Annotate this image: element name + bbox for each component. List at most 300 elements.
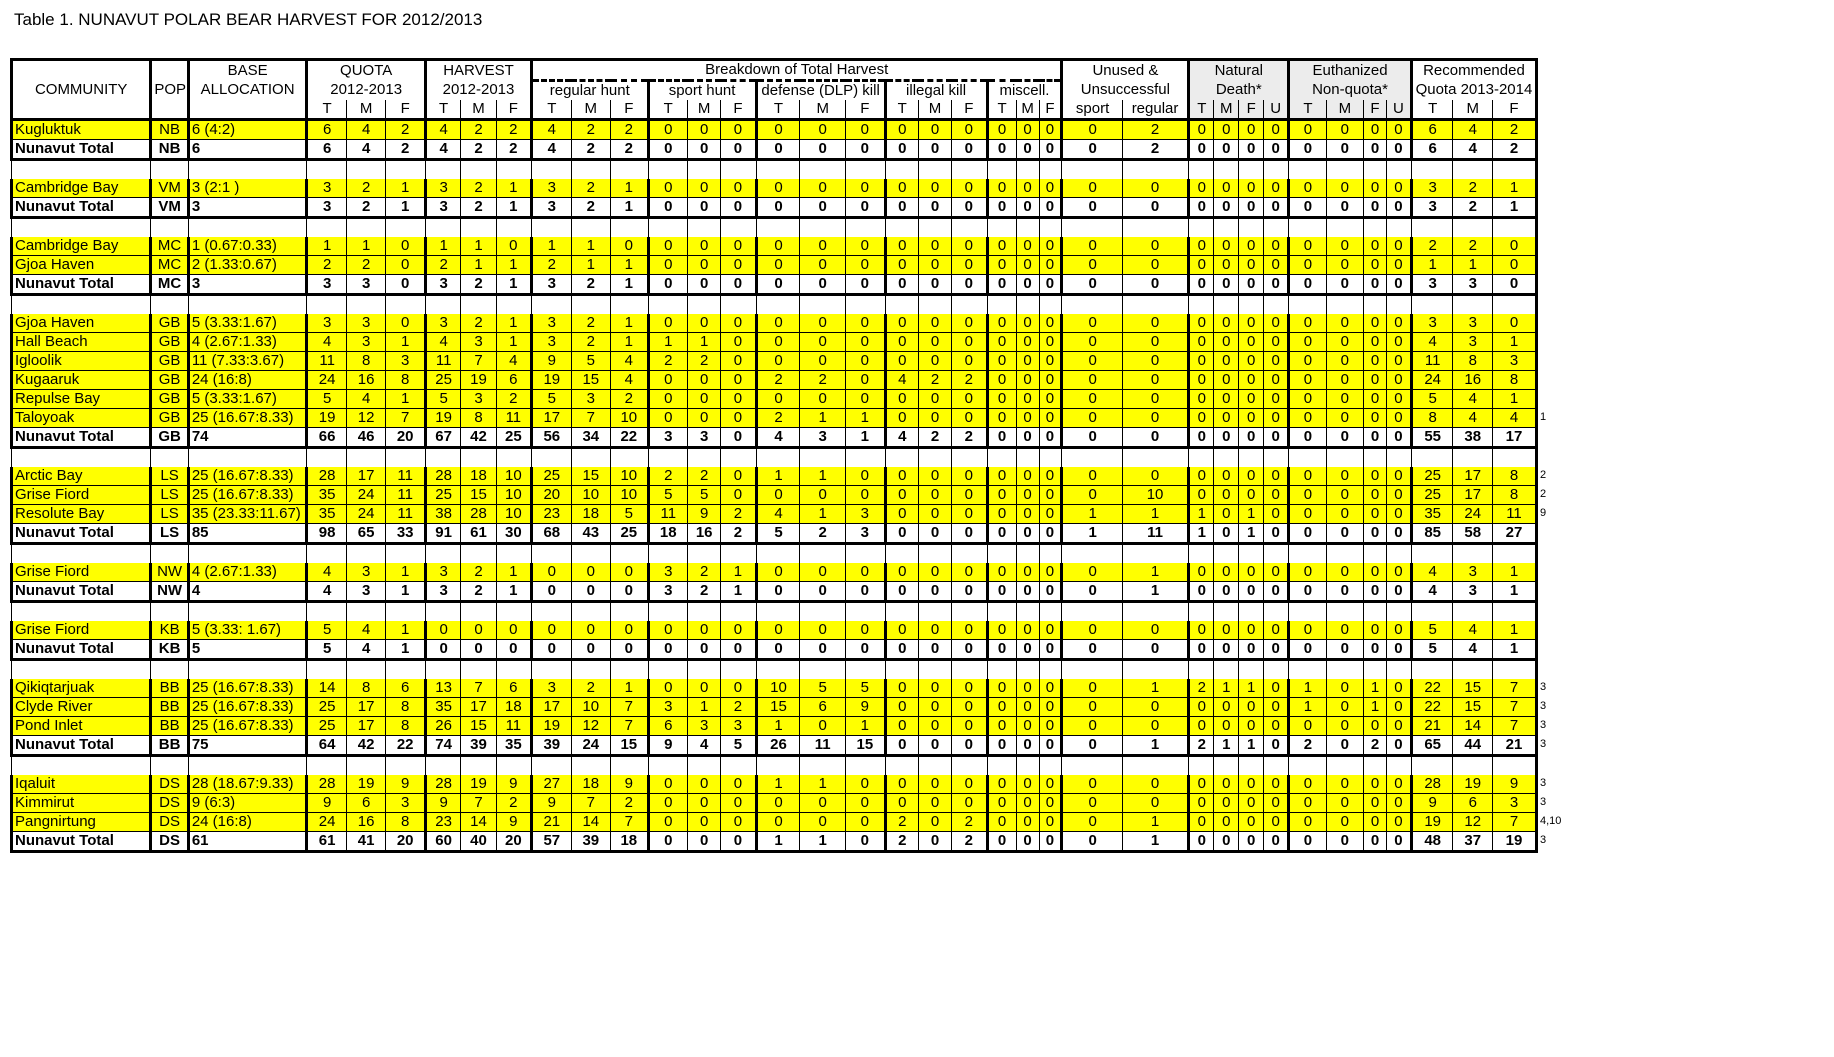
value-cell: 0	[1039, 736, 1062, 756]
value-cell: 1	[496, 563, 531, 582]
base-allocation-cell: 61	[188, 832, 307, 852]
value-cell: 0	[1326, 409, 1363, 428]
value-cell: 0	[1039, 621, 1062, 640]
value-cell: 2	[721, 524, 756, 544]
value-cell: 0	[1039, 813, 1062, 832]
value-cell: 1	[496, 582, 531, 602]
value-cell: 1	[1364, 679, 1387, 698]
value-cell: 9	[532, 794, 572, 813]
value-cell: 4	[1453, 120, 1493, 140]
value-cell: 19	[1453, 775, 1493, 794]
value-cell: 4	[346, 621, 386, 640]
value-cell: 3	[461, 390, 496, 409]
value-cell: 8	[1453, 352, 1493, 371]
value-cell: 1	[386, 621, 426, 640]
table-row	[12, 486, 1537, 505]
value-cell: 0	[987, 832, 1016, 852]
value-cell: 0	[952, 794, 987, 813]
value-cell: 21	[1411, 717, 1453, 736]
value-cell: 19	[425, 409, 460, 428]
value-cell: 6	[1411, 140, 1453, 160]
community-cell: Pangnirtung	[12, 813, 151, 832]
value-cell: 0	[1016, 524, 1039, 544]
harvest-table	[10, 58, 1538, 853]
footnote-marker: 3	[1540, 718, 1547, 731]
value-cell: 0	[846, 275, 886, 295]
value-cell: 0	[1122, 333, 1189, 352]
value-cell: 0	[1189, 621, 1214, 640]
header-community: COMMUNITY	[12, 81, 151, 101]
value-cell: 2	[611, 390, 648, 409]
value-cell: 0	[800, 582, 846, 602]
value-cell: 0	[918, 256, 951, 275]
value-cell: 0	[987, 371, 1016, 390]
community-cell: Grise Fiord	[12, 486, 151, 505]
footnote-marker: 2	[1540, 469, 1547, 481]
value-cell: 0	[1386, 256, 1411, 275]
value-cell: 0	[1289, 582, 1326, 602]
pop-cell: GB	[151, 333, 188, 352]
value-cell: 7	[1493, 813, 1537, 832]
value-cell: 46	[346, 428, 386, 448]
value-cell: 6	[800, 698, 846, 717]
value-cell: 0	[800, 275, 846, 295]
value-cell: 0	[987, 640, 1016, 660]
base-allocation-cell: 1 (0.67:0.33)	[188, 237, 307, 256]
base-allocation-cell: 24 (16:8)	[188, 371, 307, 390]
header-regular-hunt: regular hunt	[532, 81, 648, 101]
value-cell: 0	[1062, 621, 1122, 640]
value-cell: 0	[721, 179, 756, 198]
value-cell: 0	[987, 679, 1016, 698]
value-cell: 0	[1239, 621, 1264, 640]
value-cell: 0	[918, 524, 951, 544]
value-cell: 0	[987, 563, 1016, 582]
value-cell: 55	[1411, 428, 1453, 448]
value-cell: 0	[688, 409, 721, 428]
value-cell: 66	[307, 428, 347, 448]
value-cell: 10	[571, 486, 611, 505]
value-cell: 20	[386, 832, 426, 852]
value-cell: 14	[461, 813, 496, 832]
value-cell: 0	[1062, 256, 1122, 275]
value-cell: 0	[846, 179, 886, 198]
value-cell: 0	[611, 563, 648, 582]
value-cell: 0	[1214, 794, 1239, 813]
value-cell: 11	[800, 736, 846, 756]
value-cell: 17	[532, 409, 572, 428]
value-cell: 0	[1214, 832, 1239, 852]
sub-header-unused-regular: regular	[1122, 100, 1189, 120]
value-cell: 4	[1411, 333, 1453, 352]
value-cell: 0	[648, 179, 688, 198]
value-cell: 3	[571, 390, 611, 409]
value-cell: 56	[532, 428, 572, 448]
total-row	[12, 640, 1537, 660]
value-cell: 2	[496, 390, 531, 409]
value-cell: 4	[1411, 563, 1453, 582]
value-cell: 0	[1016, 140, 1039, 160]
value-cell: 1	[386, 390, 426, 409]
value-cell: 0	[1039, 352, 1062, 371]
value-cell: 12	[571, 717, 611, 736]
value-cell: 0	[1289, 275, 1326, 295]
value-cell: 0	[800, 486, 846, 505]
sub-header-illegal-t: T	[885, 100, 918, 120]
value-cell: 0	[885, 679, 918, 698]
value-cell: 0	[800, 352, 846, 371]
value-cell: 24	[307, 371, 347, 390]
value-cell: 0	[648, 679, 688, 698]
value-cell: 0	[1264, 621, 1289, 640]
pop-cell: NB	[151, 120, 188, 140]
value-cell: 0	[800, 621, 846, 640]
value-cell: 0	[611, 582, 648, 602]
value-cell: 0	[688, 621, 721, 640]
sub-header-natural-m: M	[1214, 100, 1239, 120]
value-cell: 0	[532, 621, 572, 640]
value-cell: 0	[1122, 409, 1189, 428]
value-cell: 3	[346, 314, 386, 333]
value-cell: 25	[611, 524, 648, 544]
value-cell: 26	[756, 736, 800, 756]
value-cell: 1	[425, 237, 460, 256]
value-cell: 0	[1386, 679, 1411, 698]
value-cell: 24	[307, 813, 347, 832]
value-cell: 0	[688, 237, 721, 256]
value-cell: 0	[1386, 140, 1411, 160]
value-cell: 1	[1239, 736, 1264, 756]
value-cell: 0	[1239, 390, 1264, 409]
base-allocation-cell: 4	[188, 582, 307, 602]
value-cell: 0	[987, 179, 1016, 198]
sub-header-defense-t: T	[756, 100, 800, 120]
value-cell: 0	[1386, 275, 1411, 295]
value-cell: 9	[611, 775, 648, 794]
value-cell: 4	[756, 505, 800, 524]
value-cell: 0	[885, 717, 918, 736]
value-cell: 0	[846, 237, 886, 256]
header-euth-bottom: Non-quota*	[1289, 81, 1412, 101]
value-cell: 39	[571, 832, 611, 852]
value-cell: 0	[1326, 333, 1363, 352]
value-cell: 0	[571, 621, 611, 640]
value-cell: 3	[532, 314, 572, 333]
value-cell: 42	[346, 736, 386, 756]
value-cell: 0	[1289, 486, 1326, 505]
value-cell: 0	[952, 120, 987, 140]
value-cell: 0	[1289, 390, 1326, 409]
value-cell: 0	[1189, 409, 1214, 428]
value-cell: 0	[800, 179, 846, 198]
value-cell: 0	[721, 640, 756, 660]
value-cell: 1	[461, 237, 496, 256]
value-cell: 20	[532, 486, 572, 505]
value-cell: 0	[1016, 352, 1039, 371]
value-cell: 1	[846, 409, 886, 428]
value-cell: 1	[1493, 333, 1537, 352]
value-cell: 10	[571, 698, 611, 717]
value-cell: 0	[648, 640, 688, 660]
value-cell: 0	[1016, 179, 1039, 198]
sub-header-illegal-f: F	[952, 100, 987, 120]
value-cell: 1	[1289, 679, 1326, 698]
value-cell: 0	[721, 486, 756, 505]
value-cell: 0	[846, 467, 886, 486]
sub-header-sport-t: T	[648, 100, 688, 120]
value-cell: 3	[346, 563, 386, 582]
value-cell: 0	[1386, 198, 1411, 218]
value-cell: 58	[1453, 524, 1493, 544]
value-cell: 0	[918, 832, 951, 852]
value-cell: 1	[571, 237, 611, 256]
value-cell: 5	[800, 679, 846, 698]
value-cell: 19	[532, 717, 572, 736]
value-cell: 0	[1016, 698, 1039, 717]
pop-cell: KB	[151, 621, 188, 640]
value-cell: 0	[1326, 371, 1363, 390]
base-allocation-cell: 3 (2:1 )	[188, 179, 307, 198]
value-cell: 2	[688, 352, 721, 371]
value-cell: 1	[1062, 524, 1122, 544]
value-cell: 5	[307, 640, 347, 660]
value-cell: 0	[1289, 237, 1326, 256]
value-cell: 0	[987, 275, 1016, 295]
value-cell: 1	[386, 563, 426, 582]
value-cell: 0	[1039, 775, 1062, 794]
total-row	[12, 140, 1537, 160]
value-cell: 0	[1122, 237, 1189, 256]
value-cell: 0	[756, 237, 800, 256]
value-cell: 18	[496, 698, 531, 717]
value-cell: 4	[307, 563, 347, 582]
value-cell: 0	[721, 428, 756, 448]
value-cell: 25	[1411, 486, 1453, 505]
value-cell: 0	[1493, 237, 1537, 256]
value-cell: 0	[1214, 333, 1239, 352]
value-cell: 0	[1239, 333, 1264, 352]
value-cell: 1	[532, 237, 572, 256]
value-cell: 0	[1493, 275, 1537, 295]
pop-cell: DS	[151, 813, 188, 832]
base-allocation-cell: 75	[188, 736, 307, 756]
value-cell: 0	[952, 775, 987, 794]
table-row	[12, 467, 1537, 486]
header-quota-bottom: 2012-2013	[307, 81, 426, 101]
value-cell: 0	[1386, 582, 1411, 602]
value-cell: 5	[1411, 621, 1453, 640]
value-cell: 5	[307, 390, 347, 409]
value-cell: 0	[1264, 140, 1289, 160]
value-cell: 41	[346, 832, 386, 852]
value-cell: 15	[611, 736, 648, 756]
value-cell: 0	[1189, 333, 1214, 352]
header-unused-bottom: Unsuccessful	[1062, 81, 1189, 101]
value-cell: 0	[1264, 640, 1289, 660]
value-cell: 0	[1016, 775, 1039, 794]
value-cell: 0	[721, 832, 756, 852]
community-cell: Nunavut Total	[12, 736, 151, 756]
value-cell: 1	[800, 832, 846, 852]
value-cell: 0	[1189, 179, 1214, 198]
value-cell: 0	[1039, 794, 1062, 813]
value-cell: 3	[461, 333, 496, 352]
value-cell: 0	[648, 275, 688, 295]
footnote-marker: 3	[1540, 699, 1547, 712]
value-cell: 0	[846, 352, 886, 371]
value-cell: 7	[1493, 717, 1537, 736]
value-cell: 0	[952, 333, 987, 352]
value-cell: 0	[1264, 352, 1289, 371]
value-cell: 0	[885, 563, 918, 582]
value-cell: 3	[425, 179, 460, 198]
value-cell: 37	[1453, 832, 1493, 852]
base-allocation-cell: 25 (16.67:8.33)	[188, 409, 307, 428]
value-cell: 0	[1039, 409, 1062, 428]
value-cell: 0	[1239, 179, 1264, 198]
value-cell: 0	[987, 467, 1016, 486]
value-cell: 1	[721, 582, 756, 602]
value-cell: 0	[1264, 505, 1289, 524]
value-cell: 0	[756, 140, 800, 160]
value-cell: 0	[1326, 679, 1363, 698]
value-cell: 17	[346, 467, 386, 486]
value-cell: 1	[386, 582, 426, 602]
value-cell: 28	[1411, 775, 1453, 794]
value-cell: 0	[987, 582, 1016, 602]
value-cell: 14	[1453, 717, 1493, 736]
value-cell: 0	[721, 371, 756, 390]
total-row	[12, 832, 1537, 852]
value-cell: 0	[1189, 120, 1214, 140]
value-cell: 0	[1326, 717, 1363, 736]
footnote-marker: 9	[1540, 506, 1547, 519]
value-cell: 0	[1239, 794, 1264, 813]
value-cell: 3	[532, 333, 572, 352]
value-cell: 0	[1326, 198, 1363, 218]
value-cell: 2	[496, 140, 531, 160]
footnote-marker: 3	[1540, 795, 1547, 808]
value-cell: 9	[1411, 794, 1453, 813]
value-cell: 0	[918, 679, 951, 698]
value-cell: 5	[846, 679, 886, 698]
value-cell: 3	[1453, 582, 1493, 602]
value-cell: 21	[1493, 736, 1537, 756]
value-cell: 4	[1453, 621, 1493, 640]
value-cell: 0	[846, 390, 886, 409]
group-spacer	[12, 295, 1537, 315]
value-cell: 0	[1289, 467, 1326, 486]
value-cell: 0	[756, 120, 800, 140]
value-cell: 9	[386, 775, 426, 794]
value-cell: 0	[1289, 621, 1326, 640]
value-cell: 0	[611, 640, 648, 660]
sub-header-rec-t: T	[1411, 100, 1453, 120]
community-cell: Grise Fiord	[12, 621, 151, 640]
value-cell: 0	[688, 390, 721, 409]
value-cell: 2	[952, 832, 987, 852]
value-cell: 17	[532, 698, 572, 717]
base-allocation-cell: 5 (3.33:1.67)	[188, 314, 307, 333]
value-cell: 12	[346, 409, 386, 428]
value-cell: 0	[721, 679, 756, 698]
value-cell: 0	[1364, 256, 1387, 275]
value-cell: 65	[1411, 736, 1453, 756]
value-cell: 0	[1062, 486, 1122, 505]
pop-cell: MC	[151, 275, 188, 295]
value-cell: 0	[1122, 717, 1189, 736]
value-cell: 2	[648, 467, 688, 486]
value-cell: 0	[756, 640, 800, 660]
value-cell: 2	[496, 794, 531, 813]
value-cell: 1	[496, 314, 531, 333]
value-cell: 4	[307, 333, 347, 352]
value-cell: 0	[846, 832, 886, 852]
community-cell: Nunavut Total	[12, 140, 151, 160]
value-cell: 1	[1189, 505, 1214, 524]
value-cell: 0	[918, 467, 951, 486]
value-cell: 0	[918, 140, 951, 160]
value-cell: 0	[1039, 256, 1062, 275]
value-cell: 24	[1411, 371, 1453, 390]
pop-cell: DS	[151, 775, 188, 794]
value-cell: 0	[800, 794, 846, 813]
value-cell: 0	[1189, 256, 1214, 275]
value-cell: 0	[885, 275, 918, 295]
base-allocation-cell: 25 (16.67:8.33)	[188, 679, 307, 698]
value-cell: 0	[1264, 524, 1289, 544]
value-cell: 0	[1364, 621, 1387, 640]
value-cell: 61	[461, 524, 496, 544]
value-cell: 0	[1386, 640, 1411, 660]
value-cell: 0	[721, 409, 756, 428]
value-cell: 0	[1364, 333, 1387, 352]
value-cell: 1	[496, 275, 531, 295]
value-cell: 3	[1493, 352, 1537, 371]
value-cell: 0	[1326, 352, 1363, 371]
value-cell: 0	[1386, 371, 1411, 390]
value-cell: 8	[461, 409, 496, 428]
value-cell: 57	[532, 832, 572, 852]
value-cell: 0	[1364, 428, 1387, 448]
value-cell: 2	[461, 275, 496, 295]
value-cell: 0	[1214, 467, 1239, 486]
header-harvest-bottom: 2012-2013	[425, 81, 531, 101]
value-cell: 11	[386, 486, 426, 505]
value-cell: 0	[987, 140, 1016, 160]
value-cell: 1	[756, 775, 800, 794]
community-cell: Arctic Bay	[12, 467, 151, 486]
value-cell: 0	[885, 140, 918, 160]
value-cell: 1	[611, 179, 648, 198]
value-cell: 35	[496, 736, 531, 756]
value-cell: 0	[1016, 120, 1039, 140]
value-cell: 2	[800, 524, 846, 544]
value-cell: 0	[1039, 428, 1062, 448]
value-cell: 0	[611, 237, 648, 256]
pop-cell: BB	[151, 698, 188, 717]
value-cell: 20	[496, 832, 531, 852]
value-cell: 0	[1214, 486, 1239, 505]
value-cell: 0	[1364, 467, 1387, 486]
base-allocation-cell: 85	[188, 524, 307, 544]
value-cell: 0	[688, 314, 721, 333]
value-cell: 0	[918, 621, 951, 640]
value-cell: 0	[1264, 371, 1289, 390]
value-cell: 0	[461, 640, 496, 660]
value-cell: 0	[800, 390, 846, 409]
value-cell: 0	[1214, 390, 1239, 409]
